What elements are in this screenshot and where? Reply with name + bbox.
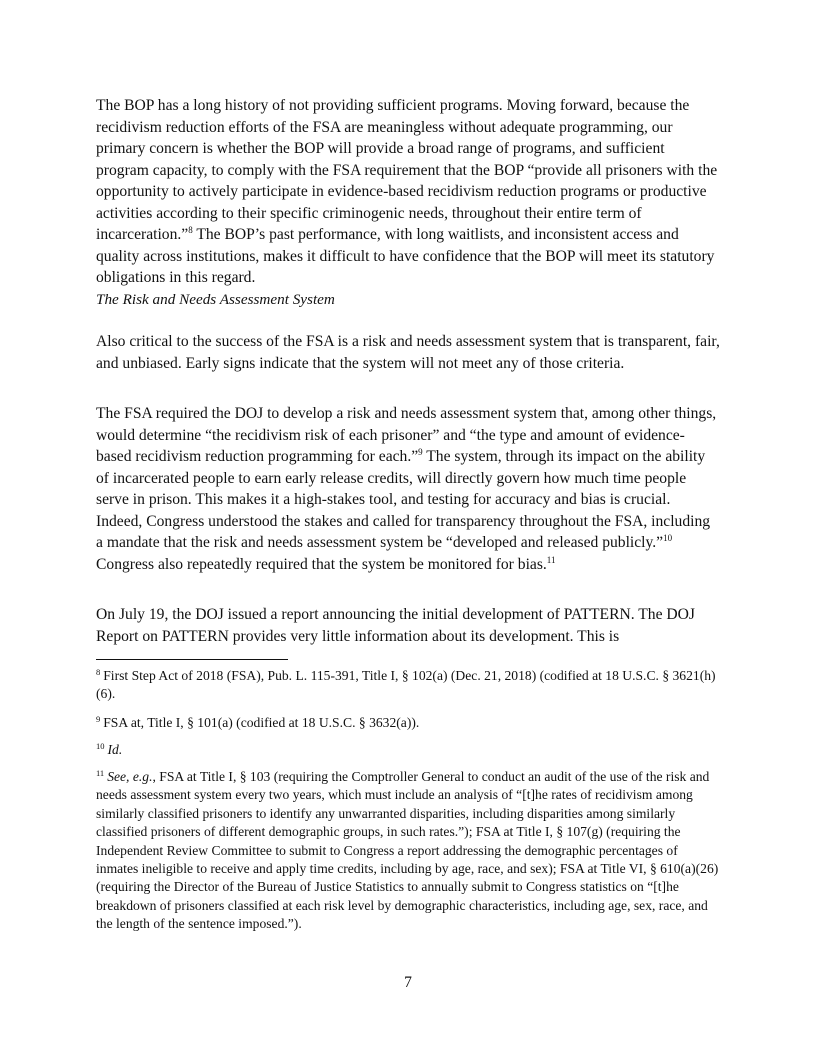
section-heading: The Risk and Needs Assessment System xyxy=(96,291,335,308)
footnote-11: $^{11}$ See, e.g., FSA at Title I, § 103 (requiring the Comptroller General to conduct an audit of the use of the risk and needs assessment system every two years, which must include an analysis of “[t]he rates of recidivism among similarly classified prisoners to identify any unwarranted disparities, including disparities among similarly classified prisoners of different demographic groups, in such rates.”); FSA at Title I, § 107(g) (requiring the Independent Review Committee to submit to Congress a report addressing the demographic percentages of inmates ineligible to receive and apply time credits, including by age, race, and sex); FSA at Title VI, § 610(a)(26) (requiring the Director of the Bureau of Justice Statistics to annually submit to Congress statistics on “[t]he breakdown of prisoners classified at each risk level by demographic characteristics, including age, sex, race, and the length of the sentence imposed.”). xyxy=(96,768,719,932)
footnote-divider xyxy=(96,659,288,660)
footnote-ref-10[interactable]: 10 xyxy=(663,533,673,543)
footnote-ref-11[interactable]: 11 xyxy=(546,554,556,565)
paragraph-risk-assessment-intro: Also critical to the success of the FSA is a risk and needs assessment system that is transparent, fair, and unbiased. Early signs indicate that the system will not meet any of those criteria. xyxy=(96,333,720,372)
footnote-8: $^8$ First Step Act of 2018 (FSA), Pub. L. 115-391, Title I, § 102(a) (Dec. 21, 2018) (codified at 18 U.S.C. § 3621(h)(6). xyxy=(96,667,716,702)
page-number: 7 xyxy=(404,974,412,991)
paragraph-fsa-requirements: The FSA required the DOJ to develop a risk and needs assessment system that, among other things, would determine “the recidivism risk of each prisoner” and “the type and amount of evidence-based recidivism reduction programming for each.”$^9$ The system, through its impact on the ability of incarcerated people to earn early release credits, will directly govern how much time people serve in prison. This makes it a high-stakes tool, and testing for accuracy and bias is crucial. Indeed, Congress understood the stakes and called for transparency throughout the FSA, including a mandate that the risk and needs assessment system be “developed and released publicly.”$^{10}$ Congress also repeatedly required that the system be monitored for bias.$^{11}$ xyxy=(96,405,717,573)
footnote-ref-8[interactable]: 8 xyxy=(188,225,193,235)
paragraph-bop-programs: The BOP has a long history of not providing sufficient programs. Moving forward, because the recidivism reduction efforts of the FSA are meaningless without adequate programming, our primary concern is whether the BOP will provide a broad range of programs, and sufficient program capacity, to comply with the FSA requirement that the BOP “provide all prisoners with the opportunity to actively participate in evidence-based recidivism reduction programs or productive activities according to their specific criminogenic needs, throughout their entire term of incarceration.”$^8$ The BOP’s past performance, with long waitlists, and inconsistent access and quality across institutions, makes it difficult to have confidence that the BOP will meet its statutory obligations in this regard. xyxy=(96,97,718,286)
paragraph-pattern-report: On July 19, the DOJ issued a report announcing the initial development of PATTERN. The DOJ Report on PATTERN provides very little information about its development. This is xyxy=(96,606,695,645)
footnote-9: $^9$ FSA at, Title I, § 101(a) (codified at 18 U.S.C. § 3632(a)). xyxy=(96,714,420,730)
footnote-ref-9[interactable]: 9 xyxy=(418,447,423,457)
footnote-10: $^{10}$ Id. xyxy=(96,741,123,757)
